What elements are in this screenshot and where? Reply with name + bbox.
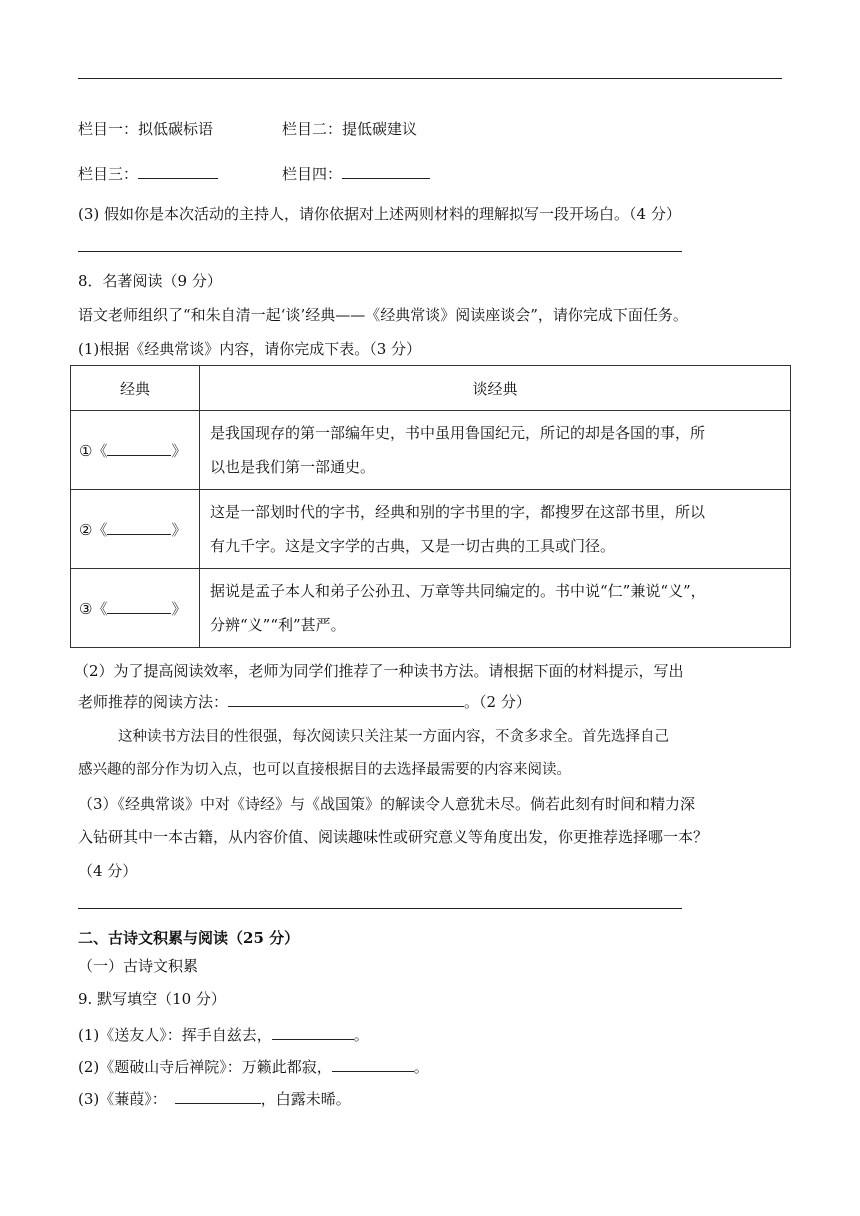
- q9-1-blank[interactable]: [272, 1024, 354, 1040]
- cell-line: 这是一部划时代的字书，经典和别的字书里的字，都搜罗在这部书里，所以: [210, 503, 706, 521]
- question-9-1: [78, 1024, 369, 1045]
- cell-line: 据说是孟子本人和弟子公孙丑、万章等共同编定的。书中说“仁”兼说“义”，: [210, 582, 706, 600]
- table-row: [71, 411, 791, 490]
- table-row: [71, 490, 791, 569]
- question-8-sub2-line2: [78, 691, 531, 712]
- material-line-1: 这种读书方法目的性很强，每次阅读只关注某一方面内容，不贪多求全。首先选择自己: [118, 729, 669, 745]
- table-header-row: [71, 366, 791, 411]
- answer-line-7-3[interactable]: [78, 251, 682, 252]
- column-two-label: 栏目二：提低碳建议: [282, 120, 418, 138]
- q9-1-prompt: (1)《送友人》：挥手自兹去，: [78, 1026, 272, 1044]
- answer-line-8-3[interactable]: [78, 908, 682, 909]
- book-mark-close: 》: [171, 520, 187, 539]
- q9-3-end: ，白露未晞。: [260, 1090, 351, 1108]
- book-mark-open: ③《: [79, 599, 108, 618]
- column-one-label: 栏目一：拟低碳标语: [78, 120, 214, 138]
- part-2-subtitle: （一）古诗文积累: [78, 957, 199, 975]
- table-cell-blank: [71, 411, 200, 490]
- question-8-sub2-line1: （2）为了提高阅读效率，老师为同学们推荐了一种读书方法。请根据下面的材料提示，写出: [74, 662, 684, 680]
- table-cell-blank: [71, 569, 200, 648]
- table-row: [71, 569, 791, 648]
- book-mark-open: ①《: [79, 441, 108, 460]
- table-header-classic: 经典: [71, 366, 200, 411]
- part-2-title: 二、古诗文积累与阅读（25 分）: [78, 929, 300, 947]
- column-three-row: [78, 163, 218, 184]
- table-cell-text: [200, 490, 791, 569]
- table-header-discussion: 谈经典: [200, 366, 791, 411]
- column-three-label: 栏目三：: [78, 165, 139, 183]
- q9-3-blank[interactable]: [175, 1088, 261, 1104]
- question-8-sub3-line2: 入钻研其中一本古籍，从内容价值、阅读趣味性或研究意义等角度出发，你更推荐选择哪一本？: [78, 828, 709, 846]
- q9-2-prompt: (2)《题破山寺后禅院》：万籁此都寂，: [78, 1058, 332, 1076]
- table-cell-text: [200, 569, 791, 648]
- question-9-3: [78, 1088, 351, 1109]
- question-8-sub3-line3: （4 分）: [78, 862, 138, 880]
- question-8-title: 8．名著阅读（9 分）: [78, 272, 222, 290]
- book-title-blank-3[interactable]: [107, 598, 171, 614]
- material-line-2: 感兴趣的部分作为切入点，也可以直接根据目的去选择最需要的内容来阅读。: [78, 762, 571, 778]
- cell-line: 分辨“义”“利”甚严。: [210, 616, 346, 634]
- book-mark-close: 》: [171, 441, 187, 460]
- question-8-sub3-line1: （3）《经典常谈》中对《诗经》与《战国策》的解读令人意犹未尽。倘若此刻有时间和精力深: [78, 795, 696, 813]
- question-8-sub1: (1)根据《经典常谈》内容，请你完成下表。（3 分）: [78, 340, 422, 358]
- sub2-prefix: 老师推荐的阅读方法：: [78, 693, 229, 711]
- q9-2-end: 。: [413, 1058, 429, 1076]
- question-9-2: [78, 1056, 429, 1077]
- cell-line: 以也是我们第一部通史。: [210, 458, 376, 476]
- q9-2-blank[interactable]: [332, 1056, 414, 1072]
- book-mark-open: ②《: [79, 520, 108, 539]
- table-cell-text: [200, 411, 791, 490]
- classics-table: [70, 365, 791, 648]
- sub2-suffix: 。（2 分）: [464, 693, 531, 711]
- reading-method-blank[interactable]: [228, 691, 464, 707]
- cell-line: 有九千字。这是文字学的古典，又是一切古典的工具或门径。: [210, 537, 616, 555]
- column-three-blank[interactable]: [138, 163, 218, 179]
- question-7-3: (3) 假如你是本次活动的主持人，请你依据对上述两则材料的理解拟写一段开场白。（4 分）: [78, 205, 681, 223]
- column-four-blank[interactable]: [342, 163, 430, 179]
- column-four-label: 栏目四：: [282, 165, 343, 183]
- book-mark-close: 》: [171, 599, 187, 618]
- q9-1-end: 。: [353, 1026, 369, 1044]
- top-divider: [78, 78, 782, 79]
- cell-line: 是我国现存的第一部编年史，书中虽用鲁国纪元，所记的却是各国的事，所: [210, 424, 706, 442]
- question-9-title: 9. 默写填空（10 分）: [78, 990, 226, 1008]
- question-8-intro: 语文老师组织了“和朱自清一起‘谈’经典——《经典常谈》阅读座谈会”，请你完成下面任务。: [78, 306, 688, 324]
- column-four-row: [282, 163, 430, 184]
- table-cell-blank: [71, 490, 200, 569]
- book-title-blank-1[interactable]: [107, 440, 171, 456]
- q9-3-prompt: (3)《蒹葭》：: [78, 1090, 167, 1108]
- book-title-blank-2[interactable]: [107, 519, 171, 535]
